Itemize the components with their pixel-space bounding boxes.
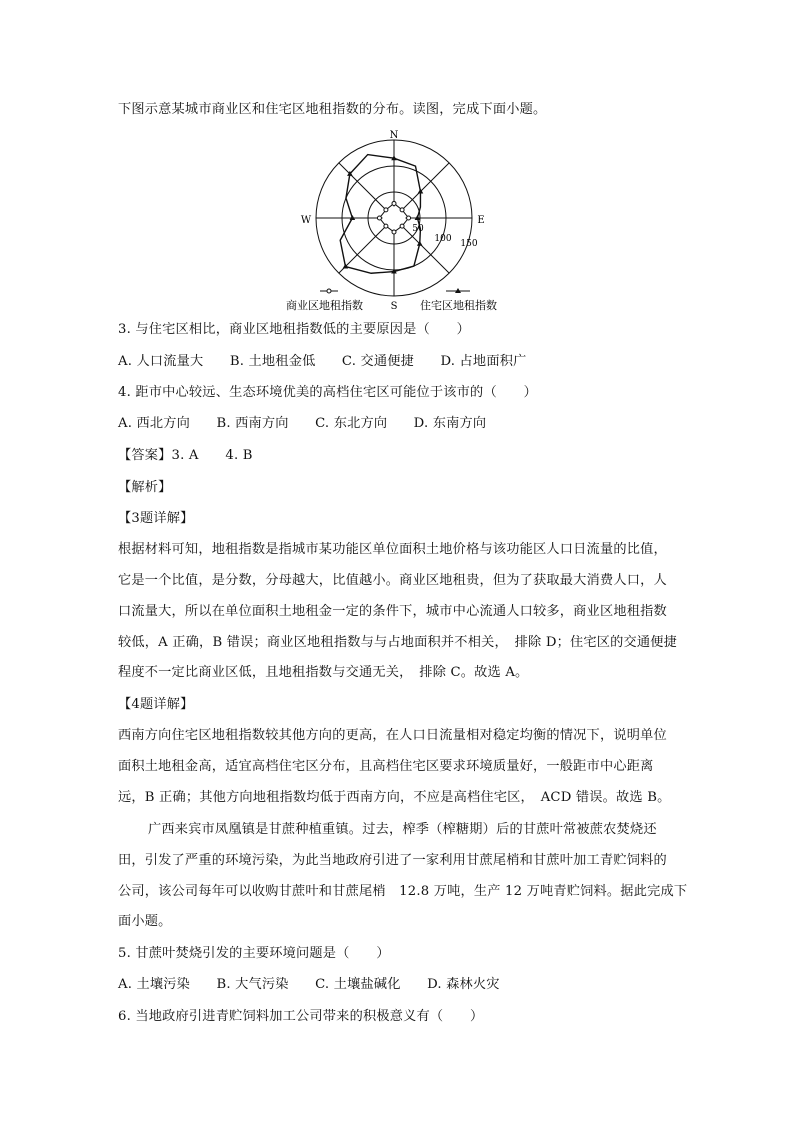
q3-detail-heading: 【3题详解】 (118, 511, 194, 526)
q5-option-a: A. 土壤污染 (118, 977, 191, 992)
q6-stem: 6. 当地政府引进青贮饲料加工公司带来的积极意义有（ ） (118, 1009, 484, 1024)
q3-detail-line-4: 较低，A 正确，B 错误；商业区地租指数与与占地面积并不相关， 排除 D；住宅区的交通便捷 (118, 635, 678, 650)
answer-line: 【答案】3. A 4. B (118, 448, 253, 463)
axis-line-315 (339, 163, 386, 210)
q3-option-b: B. 土地租金低 (229, 354, 316, 369)
q4-option-b: B. 西南方向 (216, 416, 289, 431)
q5-option-c: C. 土壤盐碱化 (315, 977, 401, 992)
q5-option-d: D. 森林火灾 (427, 977, 500, 992)
q4-detail-line-1: 西南方向住宅区地租指数较其他方向的更高，在人口日流量相对稳定均衡的情况下，说明单位 (118, 728, 667, 743)
legend-commercial-label: 商业区地租指数 (286, 299, 363, 312)
q4-detail-heading: 【4题详解】 (118, 697, 194, 712)
q4-stem: 4. 距市中心较远、生态环境优美的高档住宅区可能位于该市的（ ） (118, 385, 537, 400)
ring-label-50: 50 (412, 224, 424, 234)
q4-options (118, 415, 508, 433)
q3-options (118, 353, 548, 371)
axis-line-45 (402, 163, 449, 210)
commercial-point-e (407, 216, 411, 220)
south-label: S (390, 301, 398, 312)
rent-index-radar-chart (280, 122, 520, 318)
q5-option-b: B. 大气污染 (216, 977, 289, 992)
legend-residential-label: 住宅区地租指数 (420, 299, 497, 312)
ring-label-100: 100 (434, 234, 452, 244)
q3-detail-line-3: 口流量大，所以在单位面积土地租金一定的条件下，城市中心流通人口较多，商业区地租指数 (118, 604, 667, 619)
residential-line (340, 155, 420, 274)
passage-line-1: 广西来宾市凤凰镇是甘蔗种植重镇。过去，榨季（榨糖期）后的甘蔗叶常被蔗农焚烧还 (148, 822, 657, 837)
commercial-point-n (392, 201, 396, 205)
passage-line-2: 田，引发了严重的环境污染，为此当地政府引进了一家利用甘蔗尾梢和甘蔗叶加工青贮饲料的 (118, 853, 667, 868)
q3-detail-line-5: 程度不一定比商业区低，且地租指数与交通无关， 排除 C。故选 A。 (118, 665, 529, 680)
q5-stem: 5. 甘蔗叶焚烧引发的主要环境问题是（ ） (118, 946, 390, 961)
east-label: E (477, 215, 485, 226)
passage-line-3: 公司，该公司每年可以收购甘蔗叶和甘蔗尾梢 12.8 万吨，生产 12 万吨青贮饲料。据此完成下 (118, 884, 688, 899)
ring-label-150: 150 (460, 239, 478, 249)
q4-option-c: C. 东北方向 (315, 416, 388, 431)
q3-option-d: D. 占地面积广 (440, 354, 527, 369)
legend-commercial-marker (327, 289, 331, 293)
q3-detail-line-2: 它是一个比值，是分数，分母越大，比值越小。商业区地租贵，但为了获取最大消费人口，人 (118, 573, 667, 588)
passage-line-4: 面小题。 (118, 914, 172, 929)
q5-options (118, 976, 522, 994)
residential-series (340, 155, 423, 274)
q3-stem: 3. 与住宅区相比，商业区地租指数低的主要原因是（ ） (118, 322, 471, 337)
commercial-point-sw (384, 224, 388, 228)
q3-detail-line-1: 根据材料可知，地租指数是指城市某功能区单位面积土地价格与该功能区人口日流量的比值， (118, 542, 667, 557)
analysis-heading: 【解析】 (118, 480, 172, 495)
q4-option-d: D. 东南方向 (413, 416, 487, 431)
west-label: W (300, 215, 312, 226)
commercial-point-s (392, 230, 396, 234)
q4-option-a: A. 西北方向 (118, 416, 191, 431)
intro-text: 下图示意某城市商业区和住宅区地租指数的分布。读图，完成下面小题。 (118, 102, 547, 117)
commercial-point-nw (384, 208, 388, 212)
q3-option-c: C. 交通便捷 (341, 354, 415, 369)
q4-detail-line-3: 远，B 正确；其他方向地租指数均低于西南方向，不应是高档住宅区， ACD 错误。故选 B。 (118, 790, 671, 805)
commercial-point-w (377, 216, 381, 220)
north-label: N (389, 130, 399, 141)
commercial-point-ne (400, 208, 404, 212)
commercial-point-se (400, 224, 404, 228)
q3-option-a: A. 人口流量大 (118, 354, 204, 369)
q4-detail-line-2: 面积土地租金高，适宜高档住宅区分布，且高档住宅区要求环境质量好，一般距市中心距离 (118, 759, 654, 774)
